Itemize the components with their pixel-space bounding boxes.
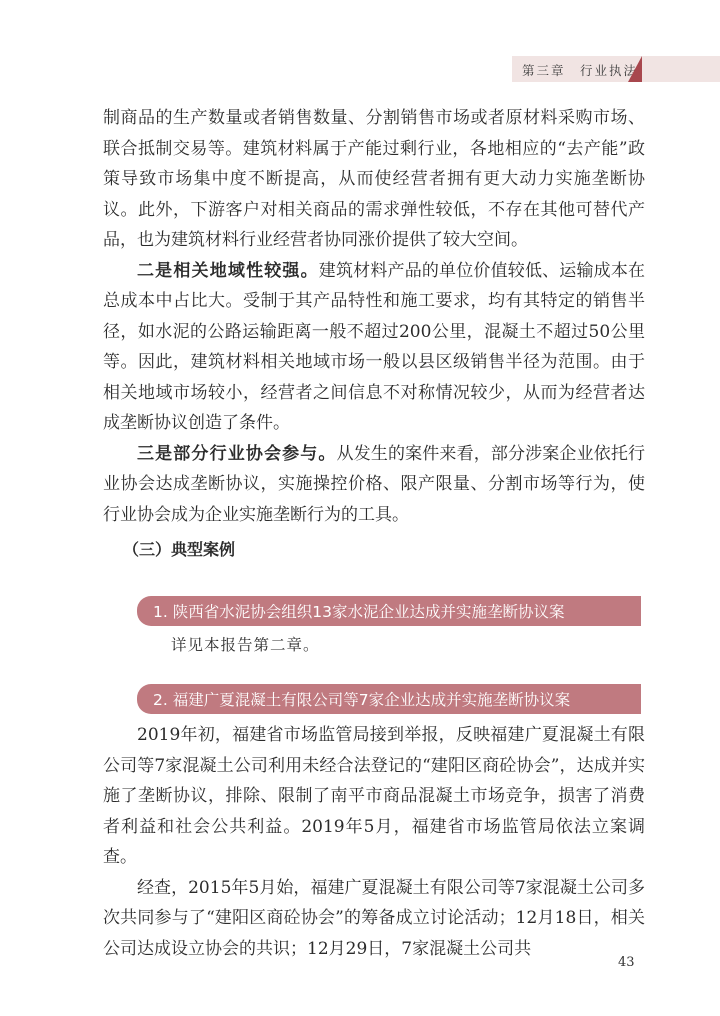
paragraph-2 <box>103 256 645 439</box>
page-number: 43 <box>618 955 635 970</box>
section-title: （三）典型案例 <box>123 540 236 559</box>
case-1-title-bar: 1. 陕西省水泥协会组织13家水泥企业达成并实施垄断协议案 <box>137 596 641 626</box>
paragraph-3-lead: 三是部分行业协会参与。 <box>137 443 337 464</box>
paragraph-2-text: 建筑材料产品的单位价值较低、运输成本在总成本中占比大。受制于其产品特性和施工要求，均有其特定的销售半径，如水泥的公路运输距离一般不超过200公里，混凝土不超过50公里等。因此，建筑材料相关地域市场一般以县区级销售半径为范围。由于相关地域市场较小，经营者之间信息不对称情况较少，从而为经营者达成垄断协议创造了条件。 <box>103 260 646 433</box>
header-chapter: 第三章 <box>522 63 566 78</box>
header-corner-decoration <box>628 56 642 82</box>
paragraph-2-lead: 二是相关地域性较强。 <box>137 260 319 281</box>
running-header-text <box>522 61 638 79</box>
paragraph-1: 制商品的生产数量或者销售数量、分割销售市场或者原材料采购市场、联合抵制交易等。建筑材料属于产能过剩行业，各地相应的“去产能”政策导致市场集中度不断提高，从而使经营者拥有更大动力实施垄断协议。此外，下游客户对相关商品的需求弹性较低，不存在其他可替代产品，也为建筑材料行业经营者协同涨价提供了较大空间。 <box>103 108 645 250</box>
paragraph-3 <box>103 439 645 531</box>
paragraph-5: 经查，2015年5月始，福建广夏混凝土有限公司等7家混凝土公司多次共同参与了“建阳区商砼协会”的筹备成立讨论活动；12月18日，相关公司达成设立协会的共识；12月29日，7家混凝土公司共 <box>103 877 645 959</box>
paragraph-3-text: 从发生的案件来看，部分涉案企业依托行业协会达成垄断协议，实施操控价格、限产限量、分割市场等行为，使行业协会成为企业实施垄断行为的工具。 <box>103 443 646 525</box>
page-body <box>103 103 645 964</box>
case-2-title-bar: 2. 福建广夏混凝土有限公司等7家企业达成并实施垄断协议案 <box>137 684 641 714</box>
running-header <box>512 56 720 82</box>
header-section: 行业执法 <box>580 63 639 78</box>
case-1-text: 详见本报告第二章。 <box>171 636 320 654</box>
paragraph-4: 2019年初，福建省市场监管局接到举报，反映福建广夏混凝土有限公司等7家混凝土公司利用未经合法登记的“建阳区商砼协会”，达成并实施了垄断协议，排除、限制了南平市商品混凝土市场竞争，损害了消费者利益和社会公共利益。2019年5月，福建省市场监管局依法立案调查。 <box>103 725 645 867</box>
